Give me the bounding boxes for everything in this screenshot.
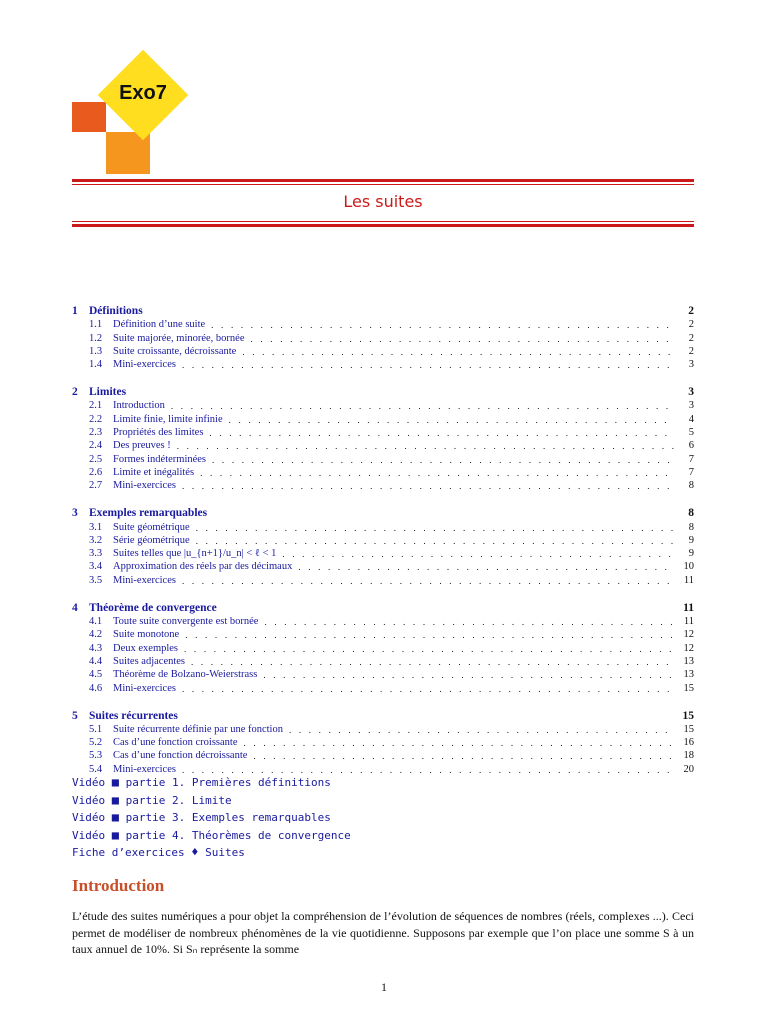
toc-entry-page: 11: [683, 574, 694, 586]
toc-entry-number: 2.6: [89, 466, 103, 478]
toc-entry-label: Mini-exercices: [113, 359, 176, 371]
toc-entry-page: 2: [688, 345, 694, 357]
toc-dot-leader: [282, 549, 674, 559]
toc-dot-leader: [253, 751, 674, 761]
toc-entry[interactable]: [72, 627, 694, 640]
exo7-logo: [0, 0, 768, 180]
toc-dot-leader: [209, 428, 674, 438]
toc-dot-leader: [182, 576, 674, 586]
toc-dot-leader: [196, 523, 674, 533]
toc-entry[interactable]: [72, 572, 694, 585]
toc-entry-number: 4.3: [89, 642, 103, 654]
toc-section: [72, 379, 694, 491]
resource-links: [72, 774, 351, 862]
toc-section-label: Limites: [89, 386, 127, 399]
toc-entry-page: 4: [688, 413, 694, 425]
toc-dot-leader: [212, 455, 674, 465]
toc-entry-label: Limite finie, limite infinie: [113, 413, 223, 425]
toc-dot-leader: [191, 657, 674, 667]
toc-section-row[interactable]: [72, 298, 694, 317]
toc-section-page: 8: [688, 507, 694, 520]
toc-section-row[interactable]: [72, 379, 694, 398]
toc-entry[interactable]: [72, 357, 694, 370]
toc-dot-leader: [177, 441, 674, 451]
toc-entry-page: 18: [683, 750, 694, 762]
toc-entry-number: 1.2: [89, 332, 103, 344]
toc-entry-number: 2.1: [89, 400, 103, 412]
toc-entry[interactable]: [72, 546, 694, 559]
toc-entry-label: Limite et inégalités: [113, 466, 195, 478]
link-text: Suites: [205, 846, 245, 859]
toc-entry-page: 13: [683, 655, 694, 667]
toc-entry[interactable]: [72, 519, 694, 532]
toc-entry-number: 2.3: [89, 427, 103, 439]
toc-section-row[interactable]: [72, 500, 694, 519]
toc-entry-number: 1.3: [89, 345, 103, 357]
toc-dot-leader: [182, 684, 674, 694]
toc-entry[interactable]: [72, 761, 694, 774]
link-separator-icon: ■: [111, 792, 119, 807]
toc-entry-label: Suite monotone: [113, 629, 180, 641]
toc-section-row[interactable]: [72, 595, 694, 614]
resource-link[interactable]: [72, 844, 351, 862]
toc-section-label: Théorème de convergence: [89, 601, 217, 614]
toc-entry-number: 2.5: [89, 453, 103, 465]
toc-dot-leader: [263, 670, 674, 680]
toc-entry-page: 12: [683, 629, 694, 641]
toc-entry-number: 5.3: [89, 750, 103, 762]
toc-entry-label: Suites adjacentes: [113, 655, 186, 667]
toc-entry-label: Suites telles que |u_{n+1}/u_n| < ℓ < 1: [113, 548, 277, 560]
toc-entry-page: 2: [688, 319, 694, 331]
toc-section-label: Suites récurrentes: [89, 709, 178, 722]
toc-entry-page: 12: [683, 642, 694, 654]
toc-entry-label: Mini-exercices: [113, 682, 176, 694]
resource-link[interactable]: [72, 827, 351, 845]
toc-entry-number: 4.1: [89, 616, 103, 628]
toc-entry-page: 20: [683, 763, 694, 775]
toc-entry-number: 2.4: [89, 440, 103, 452]
toc-entry-page: 11: [683, 616, 694, 628]
toc-dot-leader: [184, 644, 674, 654]
toc-dot-leader: [242, 347, 674, 357]
toc-entry-page: 15: [683, 723, 694, 735]
toc-entry-page: 8: [688, 521, 694, 533]
toc-section-page: 15: [682, 709, 694, 722]
toc-entry-number: 5.4: [89, 763, 103, 775]
toc-entry-page: 16: [683, 737, 694, 749]
toc-entry-label: Série géométrique: [113, 534, 190, 546]
toc-entry-label: Cas d’une fonction décroissante: [113, 750, 248, 762]
toc-dot-leader: [289, 725, 674, 735]
toc-dot-leader: [264, 617, 674, 627]
title-rule-bottom-thin: [72, 221, 694, 222]
toc-entry-number: 3.1: [89, 521, 103, 533]
toc-entry-number: 3.2: [89, 534, 103, 546]
toc-entry-label: Mini-exercices: [113, 574, 176, 586]
toc-section: [72, 500, 694, 585]
toc-entry-number: 3.3: [89, 548, 103, 560]
toc-entry[interactable]: [72, 478, 694, 491]
toc-entry-label: Mini-exercices: [113, 763, 176, 775]
link-prefix: Fiche d’exercices: [72, 846, 185, 859]
link-text: partie 3. Exemples remarquables: [125, 811, 331, 824]
toc-entry[interactable]: [72, 438, 694, 451]
toc-dot-leader: [196, 536, 674, 546]
toc-entry-page: 9: [688, 548, 694, 560]
toc-dot-leader: [171, 401, 674, 411]
toc-entry-number: 5.2: [89, 737, 103, 749]
toc-entry[interactable]: [72, 614, 694, 627]
toc-entry[interactable]: [72, 667, 694, 680]
toc-entry-number: 5.1: [89, 723, 103, 735]
link-separator-icon: ■: [111, 810, 119, 824]
toc-section-page: 2: [688, 305, 694, 317]
toc-entry-label: Mini-exercices: [113, 480, 176, 492]
toc-dot-leader: [298, 562, 674, 572]
link-prefix: Vidéo: [72, 793, 106, 807]
toc-dot-leader: [211, 320, 674, 330]
title-rule-top-thin: [72, 184, 694, 185]
toc-entry-page: 7: [688, 466, 694, 478]
toc-section-row[interactable]: [72, 703, 694, 722]
toc-section: [72, 595, 694, 694]
page-title: Les suites: [343, 192, 423, 211]
toc-dot-leader: [251, 334, 675, 344]
toc-entry-number: 4.4: [89, 655, 103, 667]
title-rule-top: [72, 179, 694, 182]
toc-dot-leader: [200, 468, 674, 478]
toc-entry-label: Suite majorée, minorée, bornée: [113, 332, 245, 344]
toc-entry-label: Des preuves !: [113, 440, 171, 452]
toc-entry-label: Suite croissante, décroissante: [113, 345, 237, 357]
toc-entry-label: Toute suite convergente est bornée: [113, 616, 259, 628]
toc-dot-leader: [244, 738, 674, 748]
page-number: 1: [381, 980, 387, 994]
toc-entry-label: Cas d’une fonction croissante: [113, 737, 238, 749]
toc-entry-page: 5: [688, 427, 694, 439]
toc-section-page: 11: [683, 601, 694, 614]
intro-heading: Introduction: [72, 876, 165, 895]
link-prefix: Vidéo: [72, 811, 106, 824]
toc-entry-page: 3: [688, 400, 694, 412]
toc-section-number: 1: [72, 305, 78, 317]
toc-section-label: Définitions: [89, 305, 143, 317]
logo-red-square: [72, 102, 106, 132]
toc-entry-label: Théorème de Bolzano-Weierstrass: [113, 669, 258, 681]
toc-entry-number: 2.7: [89, 480, 103, 492]
title-rule-bottom: [72, 224, 694, 227]
toc-entry[interactable]: [72, 411, 694, 424]
intro-paragraph: L’étude des suites numériques a pour objet la compréhension de l’évolution de séquences de nombres (réels, complexes ...). Ceci permet de modéliser de nombreux phénomènes de la vie quotidienne. Supposons par exemple que l’on place une somme S à un taux annuel de 10%. Si Sₙ représente la somme: [72, 909, 694, 956]
toc-section: [72, 298, 694, 370]
toc-entry[interactable]: [72, 722, 694, 735]
toc-entry[interactable]: [72, 317, 694, 330]
toc-section-number: 2: [72, 386, 78, 399]
toc-entry[interactable]: [72, 398, 694, 411]
link-text: partie 4. Théorèmes de convergence: [125, 828, 351, 842]
toc-dot-leader: [229, 415, 674, 425]
toc-entry-page: 7: [688, 453, 694, 465]
toc-entry-label: Approximation des réels par des décimaux: [113, 561, 293, 573]
link-prefix: Vidéo: [72, 828, 106, 842]
resource-link[interactable]: [72, 792, 351, 810]
link-separator-icon: ■: [111, 827, 119, 842]
toc-entry[interactable]: [72, 748, 694, 761]
toc-entry-page: 13: [683, 669, 694, 681]
toc-entry-number: 4.6: [89, 682, 103, 694]
link-separator-icon: ■: [111, 775, 119, 789]
toc-entry[interactable]: [72, 465, 694, 478]
toc-entry-page: 8: [688, 480, 694, 492]
toc-entry[interactable]: [72, 559, 694, 572]
link-text: partie 2. Limite: [125, 793, 232, 807]
toc-entry-number: 1.1: [89, 319, 103, 331]
toc-entry-page: 2: [688, 332, 694, 344]
link-prefix: Vidéo: [72, 776, 106, 789]
toc-entry-label: Suite géométrique: [113, 521, 190, 533]
toc-entry-number: 4.5: [89, 669, 103, 681]
table-of-contents: [72, 298, 694, 775]
toc-entry[interactable]: [72, 425, 694, 438]
toc-entry[interactable]: [72, 654, 694, 667]
toc-dot-leader: [182, 360, 674, 370]
toc-section-number: 4: [72, 601, 78, 614]
toc-entry[interactable]: [72, 640, 694, 653]
resource-link[interactable]: [72, 774, 351, 792]
toc-entry-label: Suite récurrente définie par une fonction: [113, 723, 283, 735]
link-text: partie 1. Premières définitions: [125, 776, 331, 789]
toc-section-label: Exemples remarquables: [89, 507, 208, 520]
toc-entry-number: 3.4: [89, 561, 103, 573]
toc-section-page: 3: [688, 386, 694, 399]
logo-text: Exo7: [119, 82, 167, 104]
toc-entry-label: Deux exemples: [113, 642, 179, 654]
toc-dot-leader: [182, 481, 674, 491]
toc-entry[interactable]: [72, 330, 694, 343]
toc-entry-number: 2.2: [89, 413, 103, 425]
toc-entry-number: 3.5: [89, 574, 103, 586]
toc-section-number: 3: [72, 507, 78, 520]
toc-entry-page: 9: [688, 534, 694, 546]
toc-entry-page: 3: [688, 359, 694, 371]
toc-entry[interactable]: [72, 533, 694, 546]
toc-entry-number: 4.2: [89, 629, 103, 641]
toc-dot-leader: [185, 630, 674, 640]
toc-entry-page: 10: [683, 561, 694, 573]
resource-link[interactable]: [72, 809, 351, 827]
toc-entry[interactable]: [72, 344, 694, 357]
toc-entry-label: Formes indéterminées: [113, 453, 207, 465]
toc-entry-number: 1.4: [89, 359, 103, 371]
toc-entry-page: 15: [683, 682, 694, 694]
toc-section-number: 5: [72, 709, 78, 722]
toc-entry[interactable]: [72, 680, 694, 693]
link-separator-icon: ♦: [191, 845, 199, 859]
toc-entry[interactable]: [72, 735, 694, 748]
toc-entry-label: Définition d’une suite: [113, 319, 206, 331]
toc-entry[interactable]: [72, 451, 694, 464]
toc-section: [72, 703, 694, 775]
toc-entry-page: 6: [688, 440, 694, 452]
toc-entry-label: Propriétés des limites: [113, 427, 204, 439]
toc-entry-label: Introduction: [113, 400, 165, 412]
